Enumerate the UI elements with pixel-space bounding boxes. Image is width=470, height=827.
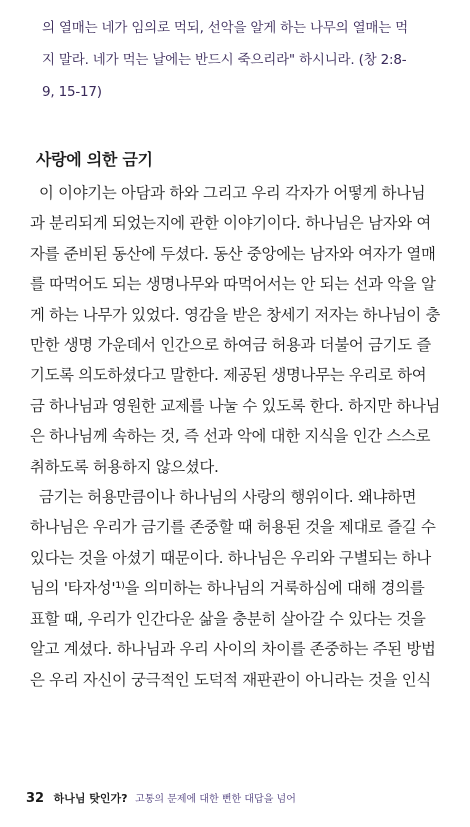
body-line: 은 하나님께 속하는 것, 즉 선과 악에 대한 지식을 인간 스스로 [30, 427, 431, 446]
body-line: 이 이야기는 아담과 하와 그리고 우리 각자가 어떻게 하나님 [39, 184, 426, 202]
body-line: 취하도록 허용하지 않으셨다. [30, 457, 219, 476]
body-line: 알고 계셨다. 하나님과 우리 사이의 차이를 존중하는 주된 방법 [30, 640, 436, 659]
book-title: 하나님 탓인가? [53, 792, 128, 805]
body-line: 자를 준비된 동산에 두셨다. 동산 중앙에는 남자와 여자가 열매 [30, 244, 436, 263]
body-line: 과 분리되게 되었는지에 관한 이야기이다. 하나님은 남자와 여 [30, 214, 431, 233]
book-subtitle: 고통의 문제에 대한 뻔한 대답을 넘어 [135, 794, 296, 805]
body-line: 금 하나님과 영원한 교제를 나눌 수 있도록 한다. 하지만 하나님 [30, 396, 441, 415]
body-line: 하나님은 우리가 금기를 존중할 때 허용된 것을 제대로 즐길 수 [30, 518, 436, 537]
page-number: 32 [26, 791, 45, 806]
section-heading: 사랑에 의한 금기 [36, 150, 153, 169]
body-line: 기도록 의도하셨다고 말한다. 제공된 생명나무는 우리로 하여 [30, 366, 427, 385]
body-line: 만한 생명 가운데서 인간으로 하여금 허용과 더불어 금기도 즐 [30, 336, 431, 355]
body-line: 게 하는 나무가 있었다. 영감을 받은 창세기 저자는 하나님이 충 [30, 305, 441, 324]
quote-line: 의 열매는 네가 임의로 먹되, 선악을 알게 하는 나무의 열매는 먹 [42, 20, 409, 36]
body-line: 있다는 것을 아셨기 때문이다. 하나님은 우리와 구별되는 하나 [30, 548, 431, 567]
body-text [30, 178, 448, 695]
quote-line: 9, 15-17) [42, 84, 102, 100]
body-line: 금기는 허용만큼이나 하나님의 사랑의 행위이다. 왜냐하면 [39, 488, 417, 507]
quote-line: 지 말라. 네가 먹는 날에는 반드시 죽으리라" 하시니라. (창 2:8- [42, 52, 407, 68]
body-line: 님의 '타자성'¹⁾을 의미하는 하나님의 거룩하심에 대해 경의를 [30, 579, 425, 598]
body-line: 를 따먹어도 되는 생명나무와 따먹어서는 안 되는 선과 악을 알 [30, 275, 436, 294]
body-line: 표할 때, 우리가 인간다운 삶을 충분히 살아갈 수 있다는 것을 [30, 609, 426, 628]
page-footer [26, 790, 296, 806]
body-line: 은 우리 자신이 궁극적인 도덕적 재판관이 아니라는 것을 인식 [30, 670, 431, 689]
scripture-quote [42, 12, 442, 108]
